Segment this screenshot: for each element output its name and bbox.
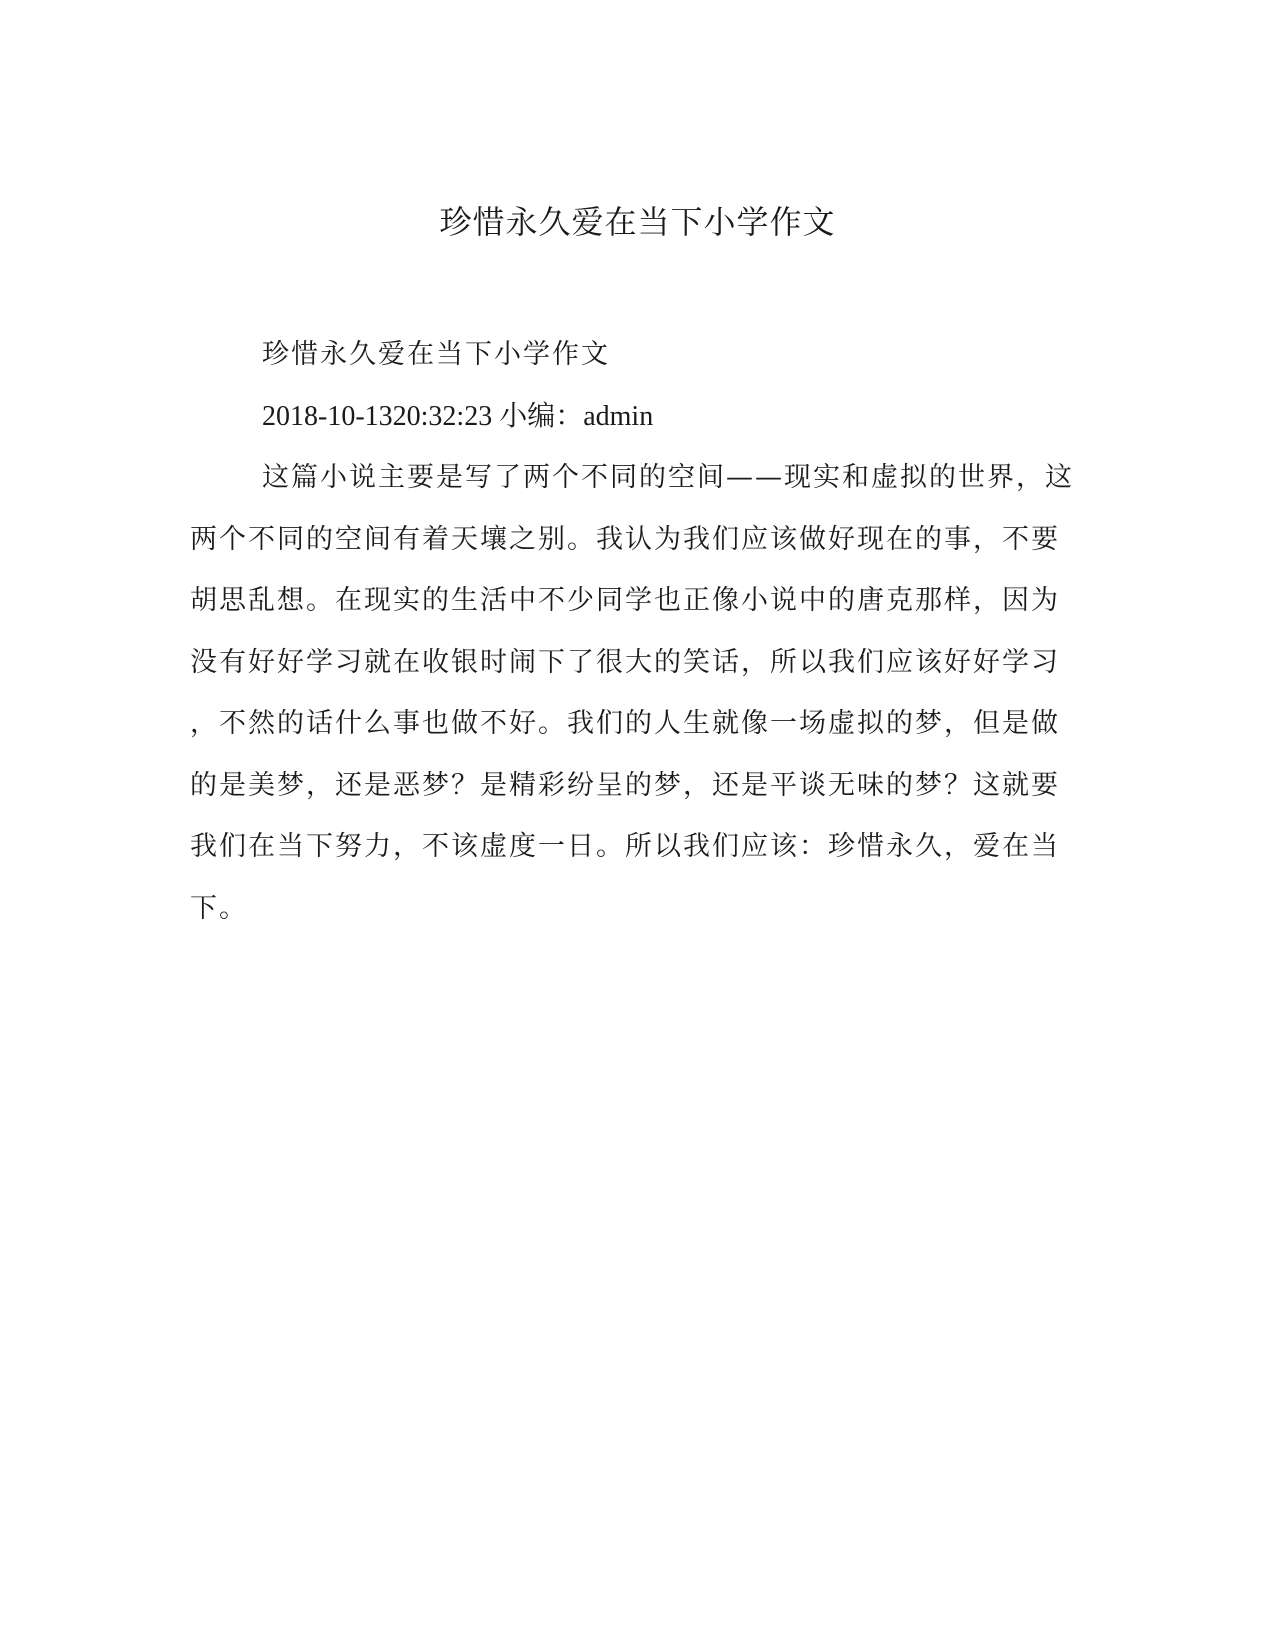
document-body: [190, 324, 1074, 939]
paragraph-line: 两个不同的空间有着天壤之别。我认为我们应该做好现在的事，不要: [190, 523, 1060, 555]
meta-line: 2018-10-1320:32:23 小编：admin: [262, 400, 654, 432]
paragraph-line: 胡思乱想。在现实的生活中不少同学也正像小说中的唐克那样，因为: [190, 585, 1060, 616]
paragraph-line: 没有好好学习就在收银时闹下了很大的笑话，所以我们应该好好学习: [190, 646, 1060, 678]
subtitle-line: 珍惜永久爱在当下小学作文: [262, 339, 610, 370]
paragraph-line: 的是美梦，还是恶梦？是精彩纷呈的梦，还是平谈无味的梦？这就要: [190, 769, 1060, 801]
paragraph-line: 我们在当下努力，不该虚度一日。所以我们应该：珍惜永久，爱在当: [190, 831, 1060, 862]
paragraph-line: 下。: [190, 892, 248, 924]
paragraph-line: 这篇小说主要是写了两个不同的空间——现实和虚拟的世界，这: [262, 462, 1074, 493]
paragraph-line: ，不然的话什么事也做不好。我们的人生就像一场虚拟的梦，但是做: [190, 708, 1060, 739]
document-title: 珍惜永久爱在当下小学作文: [439, 203, 836, 241]
